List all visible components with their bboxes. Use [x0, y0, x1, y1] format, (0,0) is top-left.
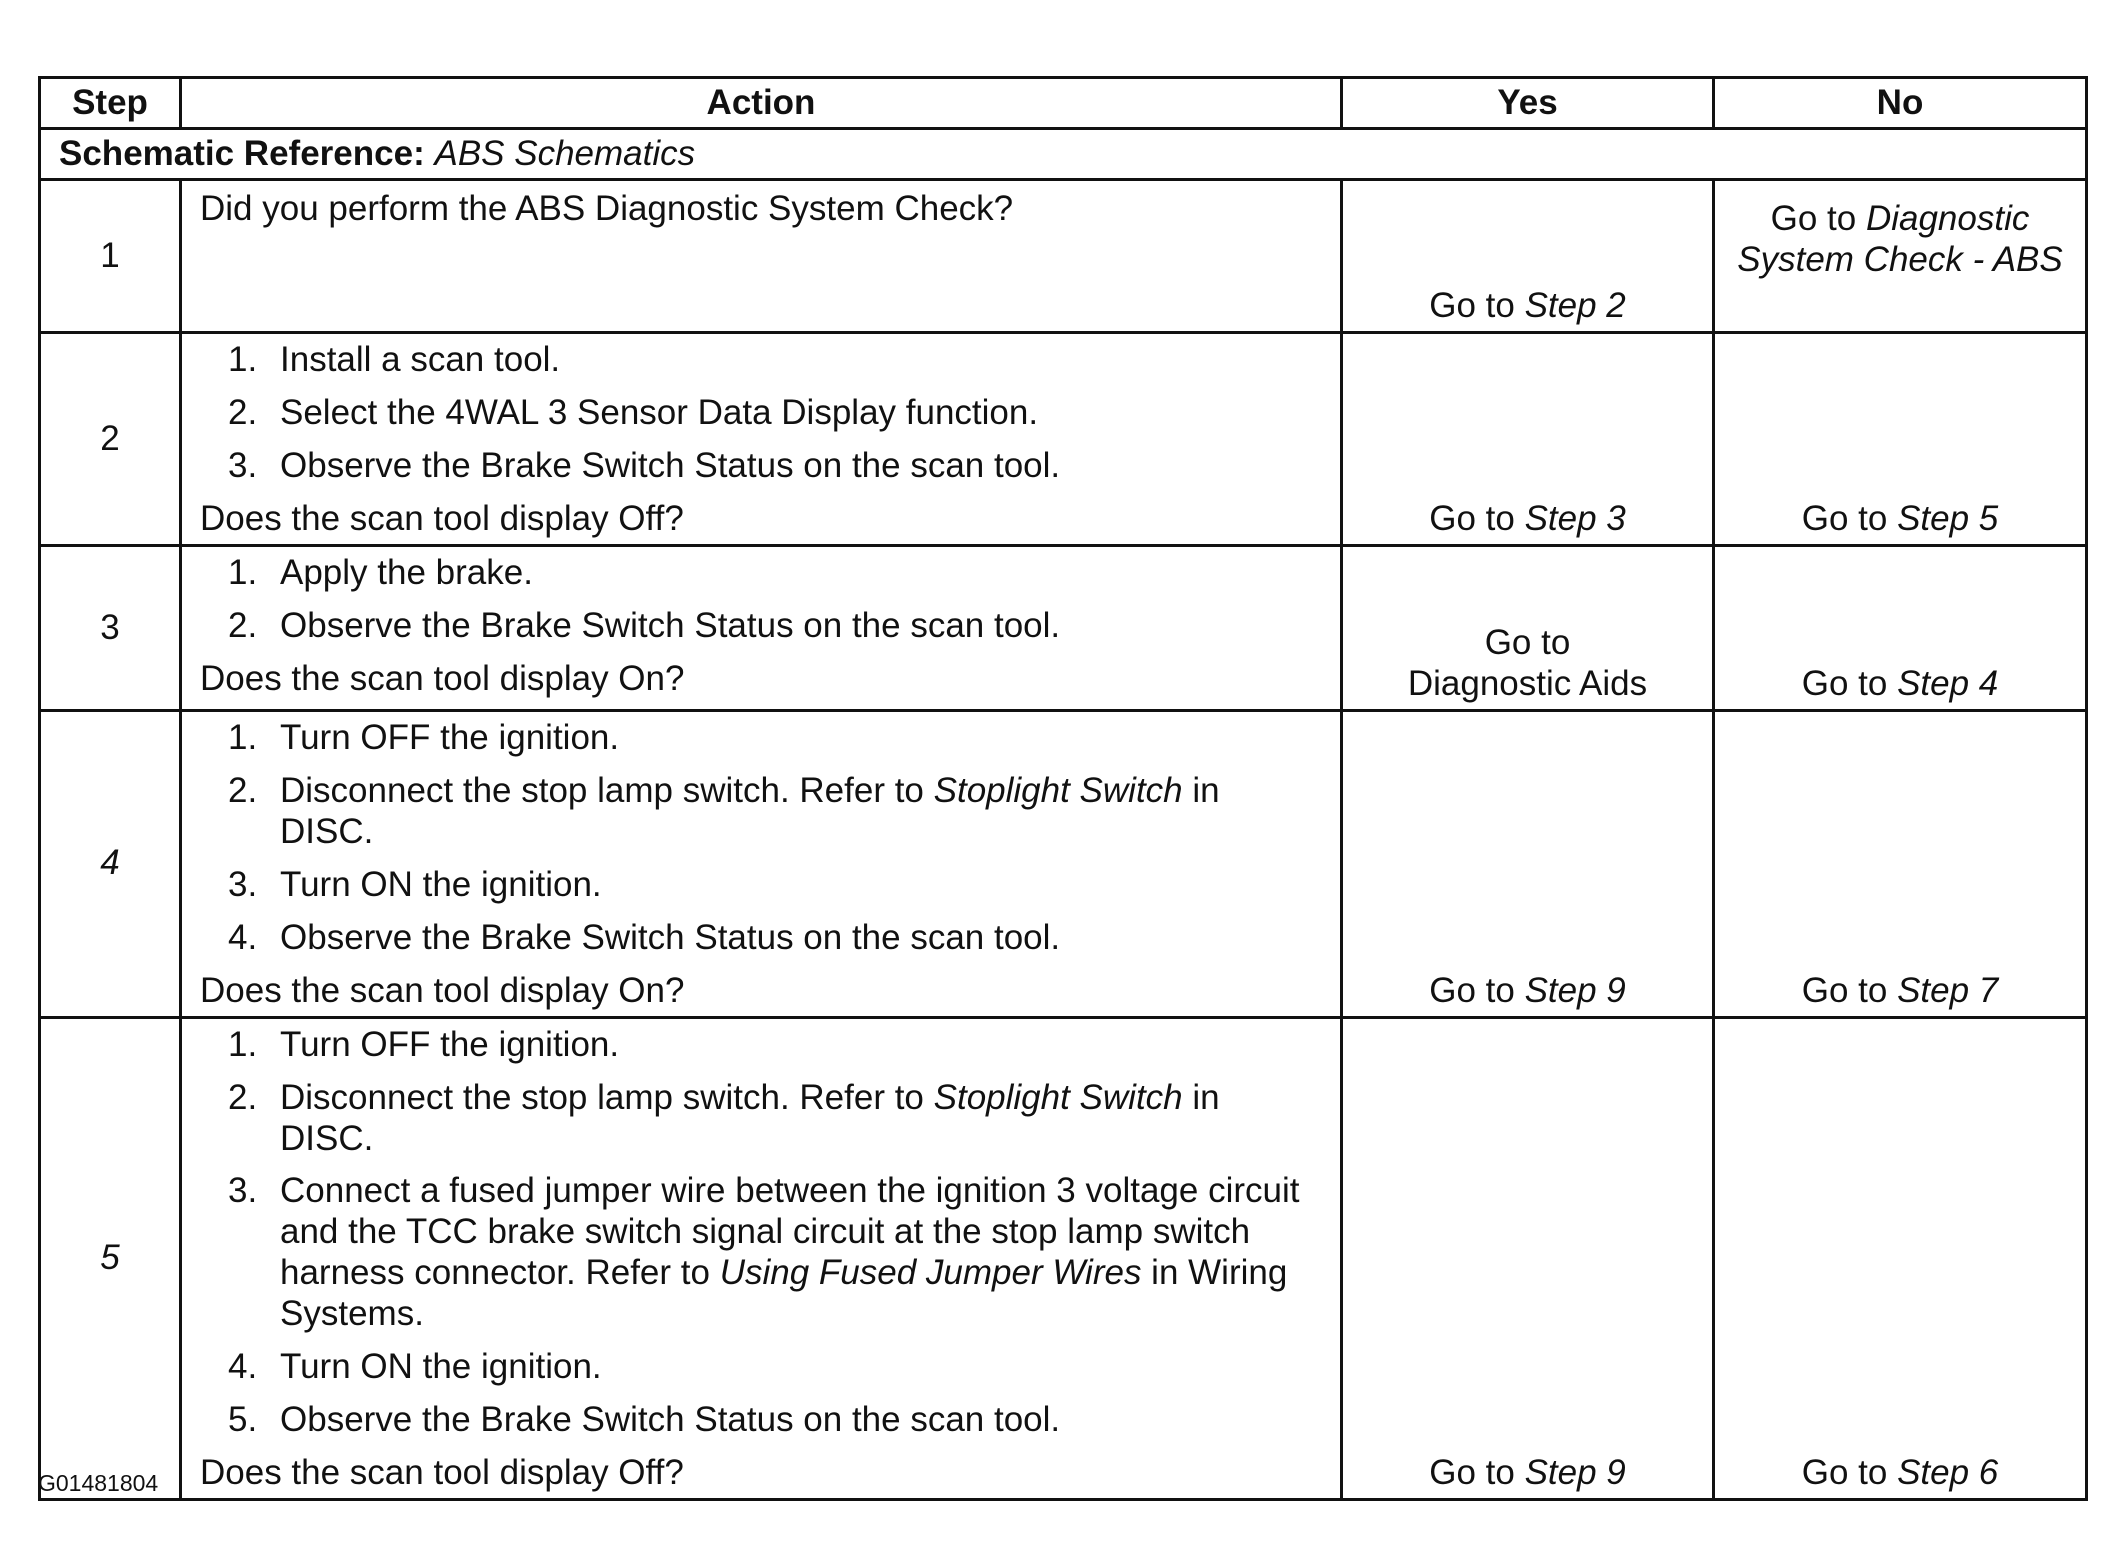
action-question: Does the scan tool display On? [200, 658, 685, 698]
action-item-text: Apply the brake. [280, 553, 533, 592]
action-item: 1. Install a scan tool. [228, 340, 561, 379]
step-number: 1 [40, 180, 181, 333]
yes-link[interactable]: Step 3 [1524, 499, 1626, 539]
figure-code: G01481804 [38, 1470, 159, 1496]
action-item: 4. Turn ON the ignition. [228, 1347, 602, 1387]
reference-link[interactable]: Stoplight Switch [933, 770, 1183, 810]
action-item-text: Observe the Brake Switch Status on the scan tool. [280, 917, 1061, 957]
action-item: 2. Disconnect the stop lamp switch. Refer to Stoplight Switch in DISC. [228, 1077, 1220, 1158]
step-number: 2 [40, 333, 181, 546]
no-prefix: Go to [1801, 970, 1898, 1010]
action-item: 2. Select the 4WAL 3 Sensor Data Display function. [228, 392, 1039, 432]
header-row [40, 78, 2087, 129]
no-link[interactable]: Step 4 [1897, 664, 1999, 704]
table-row [40, 546, 2087, 711]
action-cell [181, 1017, 1342, 1499]
action-cell [181, 333, 1342, 546]
yes-prefix: Go to [1484, 623, 1571, 663]
action-item: 2. Observe the Brake Switch Status on the scan tool. [228, 605, 1061, 645]
action-item-text: Turn ON the ignition. [280, 864, 602, 904]
action-item-text: Turn ON the ignition. [280, 1347, 602, 1387]
action-item: 3. Turn ON the ignition. [228, 864, 602, 904]
action-item-text: Observe the Brake Switch Status on the scan tool. [280, 1400, 1061, 1440]
no-cell [1714, 546, 2087, 711]
no-prefix: Go to [1801, 1453, 1898, 1493]
yes-cell [1342, 1017, 1714, 1499]
header-action: Action [181, 78, 1342, 129]
action-question: Does the scan tool display Off? [200, 498, 684, 538]
action-item: 1. Turn OFF the ignition. [228, 1024, 620, 1064]
no-link[interactable]: Step 6 [1897, 1453, 1999, 1493]
action-item: 1. Apply the brake. [228, 553, 533, 592]
yes-prefix: Go to [1429, 499, 1525, 539]
yes-cell [1342, 333, 1714, 546]
action-item-text: in DISC. [280, 770, 1220, 851]
yes-prefix: Go to [1429, 1453, 1525, 1493]
action-item: 5. Observe the Brake Switch Status on the scan tool. [228, 1400, 1061, 1440]
action-question: Does the scan tool display On? [200, 970, 685, 1010]
no-link[interactable]: Step 5 [1897, 499, 1999, 539]
reference-link[interactable]: Stoplight Switch [933, 1077, 1183, 1117]
diagnostic-table [38, 76, 2088, 1501]
action-list [200, 553, 1322, 647]
header-no: No [1714, 78, 2087, 129]
action-item-text: Turn OFF the ignition. [280, 718, 620, 757]
action-item-text: Disconnect the stop lamp switch. Refer to [280, 770, 934, 810]
yes-cell [1342, 711, 1714, 1018]
action-list [200, 718, 1322, 959]
table-row [40, 180, 2087, 333]
action-list [200, 1025, 1322, 1441]
yes-link[interactable]: Step 2 [1524, 286, 1626, 326]
yes-cell [1342, 546, 1714, 711]
action-item-text: Select the 4WAL 3 Sensor Data Display function. [280, 392, 1039, 432]
yes-link[interactable]: Step 9 [1524, 1453, 1626, 1493]
step-number: 4 [40, 711, 181, 1018]
no-prefix: Go to [1801, 499, 1898, 539]
step-number: 3 [40, 546, 181, 711]
no-cell [1714, 333, 2087, 546]
no-cell [1714, 180, 2087, 333]
no-prefix: Go to [1801, 664, 1898, 704]
action-item: 3. Connect a fused jumper wire between the ignition 3 voltage circuit and the TCC brake switch signal circuit at the stop lamp switch harness connector. Refer to Using Fused Jumper Wires in Wiring Systems. [228, 1171, 1300, 1334]
yes-prefix: Go to [1429, 970, 1525, 1010]
reference-link[interactable]: Using Fused Jumper Wires [719, 1253, 1142, 1293]
table-row [40, 1017, 2087, 1499]
action-list [200, 340, 1322, 487]
action-cell [181, 180, 1342, 333]
schematic-reference [40, 129, 2087, 180]
action-cell [181, 546, 1342, 711]
action-item-text: in Wiring Systems. [280, 1253, 1288, 1334]
no-cell [1714, 711, 2087, 1018]
no-prefix: Go to [1770, 199, 1866, 238]
action-question: Does the scan tool display Off? [200, 1453, 684, 1493]
header-step: Step [40, 78, 181, 129]
yes-prefix: Go to [1429, 286, 1525, 326]
yes-cell [1342, 180, 1714, 333]
yes-link[interactable]: Step 9 [1524, 970, 1626, 1010]
action-item-text: in DISC. [280, 1077, 1220, 1158]
action-item-text: Connect a fused jumper wire between the ignition 3 voltage circuit and the TCC brake switch signal circuit at the stop lamp switch harness connector. Refer to [280, 1171, 1300, 1293]
action-item: 2. Disconnect the stop lamp switch. Refer to Stoplight Switch in DISC. [228, 770, 1220, 851]
schematic-reference-row [40, 129, 2087, 180]
action-item: 1. Turn OFF the ignition. [228, 718, 620, 757]
yes-link[interactable]: Diagnostic Aids [1407, 664, 1648, 704]
table-row [40, 711, 2087, 1018]
action-item-text: Observe the Brake Switch Status on the scan tool. [280, 605, 1061, 645]
no-link[interactable]: Step 7 [1897, 970, 1999, 1010]
action-item-text: Turn OFF the ignition. [280, 1024, 620, 1064]
action-item-text: Disconnect the stop lamp switch. Refer to [280, 1077, 934, 1117]
no-link[interactable]: Diagnostic System Check - ABS [1737, 199, 2063, 279]
action-question: Did you perform the ABS Diagnostic System Check? [200, 189, 1014, 228]
action-cell [181, 711, 1342, 1018]
table-row [40, 333, 2087, 546]
header-yes: Yes [1342, 78, 1714, 129]
action-item: 3. Observe the Brake Switch Status on the scan tool. [228, 445, 1061, 485]
schematic-reference-link[interactable]: ABS Schematics [434, 133, 696, 173]
schematic-reference-label: Schematic Reference: [59, 133, 425, 173]
action-item-text: Observe the Brake Switch Status on the scan tool. [280, 445, 1061, 485]
action-item-text: Install a scan tool. [280, 340, 561, 379]
step-number: 5 [40, 1017, 181, 1499]
action-item: 4. Observe the Brake Switch Status on the scan tool. [228, 917, 1061, 957]
no-cell [1714, 1017, 2087, 1499]
